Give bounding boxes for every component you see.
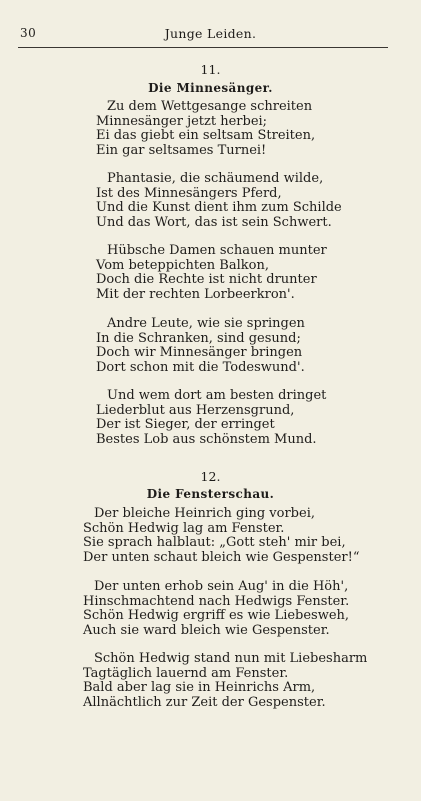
- verse-line: Der bleiche Heinrich ging vorbei,: [94, 506, 315, 521]
- verse-line: Und das Wort, das ist sein Schwert.: [96, 214, 332, 230]
- verse-line: Der ist Sieger, der erringet: [96, 417, 275, 432]
- verse-line: Sie sprach halblaut: „Gott steh' mir bei,: [83, 535, 346, 550]
- poem-number: 12.: [200, 469, 221, 484]
- verse-line: Allnächtlich zur Zeit der Gespenster.: [83, 694, 326, 710]
- verse-line: Vom beteppichten Balkon,: [96, 257, 269, 273]
- stanza: [96, 317, 305, 375]
- verse-line: Minnesänger jetzt herbei;: [96, 113, 268, 129]
- verse-line: Der unten erhob sein Aug' in die Höh',: [94, 579, 349, 594]
- verse-line: Ei das giebt ein seltsam Streiten,: [96, 128, 316, 143]
- page-number: 30: [20, 26, 37, 40]
- verse-line: Und die Kunst dient ihm zum Schilde: [96, 200, 342, 215]
- verse-line: Doch wir Minnesänger bringen: [96, 345, 303, 360]
- stanza: [96, 389, 326, 447]
- stanza: [83, 580, 349, 638]
- verse-line: Doch die Rechte ist nicht drunter: [96, 272, 317, 287]
- poem-number: 11.: [200, 62, 221, 77]
- verse-line: Hübsche Damen schauen munter: [107, 243, 327, 258]
- verse-line: Andre Leute, wie sie springen: [107, 316, 305, 331]
- verse-line: Hinschmachtend nach Hedwigs Fenster.: [83, 593, 350, 609]
- verse-line: Bald aber lag sie in Heinrichs Arm,: [83, 680, 316, 695]
- stanza: [96, 172, 342, 230]
- poem-title: Die Fensterschau.: [146, 487, 275, 501]
- verse-line: Liederblut aus Herzensgrund,: [96, 402, 295, 418]
- verse-line: In die Schranken, sind gesund;: [96, 330, 301, 346]
- verse-line: Und wem dort am besten dringet: [107, 388, 327, 403]
- verse-line: Schön Hedwig lag am Fenster.: [83, 520, 285, 536]
- verse-line: Mit der rechten Lorbeerkron'.: [96, 286, 295, 302]
- verse-line: Schön Hedwig stand nun mit Liebesharm: [94, 651, 368, 666]
- stanza: [96, 244, 327, 302]
- verse-line: Ist des Minnesängers Pferd,: [96, 185, 282, 201]
- poem-title: Die Minnesänger.: [148, 81, 273, 95]
- running-title: Junge Leiden.: [164, 26, 257, 41]
- verse-line: Der unten schaut bleich wie Gespenster!“: [83, 549, 360, 565]
- stanza: [83, 507, 359, 565]
- verse-line: Phantasie, die schäumend wilde,: [107, 171, 324, 186]
- header-rule: [18, 47, 388, 48]
- verse-line: Ein gar seltsames Turnei!: [96, 142, 267, 158]
- stanza: [96, 100, 315, 158]
- verse-line: Auch sie ward bleich wie Gespenster.: [83, 622, 330, 638]
- verse-line: Dort schon mit die Todeswund'.: [96, 359, 305, 375]
- verse-line: Schön Hedwig ergriff es wie Liebesweh,: [83, 608, 350, 623]
- verse-line: Bestes Lob aus schönstem Mund.: [96, 431, 317, 447]
- verse-line: Zu dem Wettgesange schreiten: [107, 99, 313, 114]
- verse-line: Tagtäglich lauernd am Fenster.: [83, 665, 289, 681]
- stanza: [83, 652, 367, 710]
